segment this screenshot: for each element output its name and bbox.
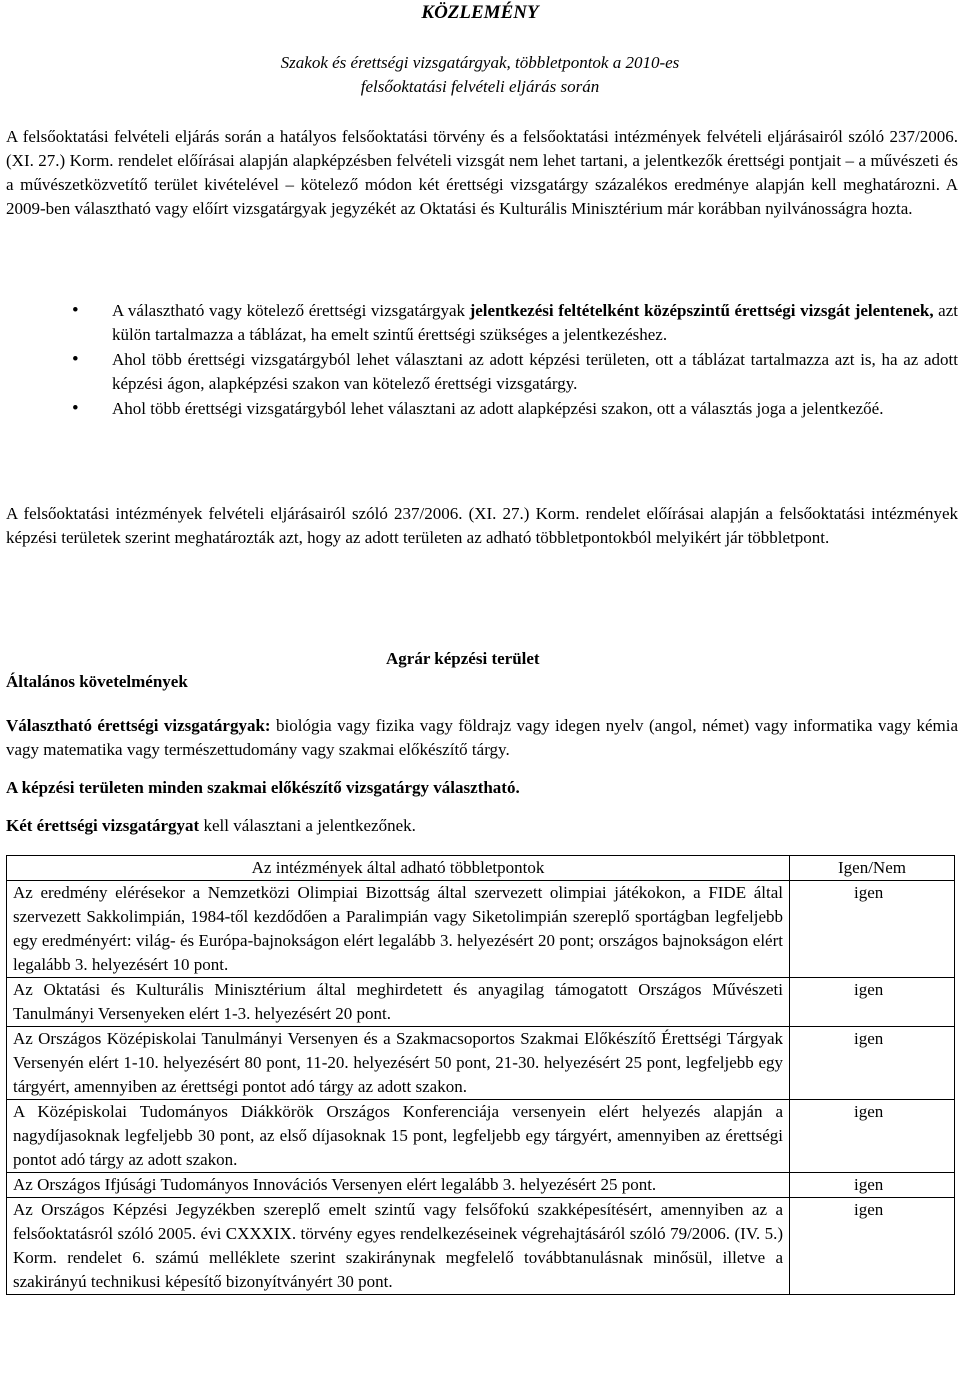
electives-text: biológia vagy fizika vagy földrajz vagy idegen nyelv (angol, német) vagy informatika vagy kémia vagy matematika vagy természettudomány vagy szakmai előkészítő tárgy. [6,716,958,759]
row-value: igen [790,1100,955,1173]
table-row [7,978,955,1027]
two-subjects-rest: kell választani a jelentkezőnek. [199,816,416,835]
row-value: igen [790,978,955,1027]
bonus-intro-paragraph: A felsőoktatási intézmények felvételi eljárásairól szóló 237/2006. (XI. 27.) Korm. rendelet előírásai alapján a felsőoktatási intézmények képzési területek szerint meghatározták azt, hogy az adott területen az adható többletpontokból melyikért jár többletpont. [6,504,958,547]
subtitle-line-1: Szakok és érettségi vizsgatárgyak, többletpontok a 2010-es [280,53,680,72]
table-header-row [7,856,955,881]
two-subjects-bold: Két érettségi vizsgatárgyat [6,816,200,835]
two-subjects-note [6,814,958,838]
table-row [7,1173,955,1198]
row-value: igen [790,1027,955,1100]
table-row [7,1100,955,1173]
bullet-list [72,299,958,422]
table-row [7,881,955,978]
electives-label: Választható érettségi vizsgatárgyak: [6,716,271,735]
electives-paragraph [6,714,958,762]
row-description: A Középiskolai Tudományos Diákkörök Országos Konferenciája versenyein elért helyezés alapján a nagydíjasoknak legfeljebb 30 pont, az első díjasoknak 15 pont, legfeljebb egy tárgyért, amennyiben az érettségi pontot adó tárgy az adott szakon. [7,1100,790,1173]
row-description: Az Országos Középiskolai Tanulmányi Versenyen és a Szakmacsoportos Szakmai Előkészítő Érettségi Tárgyak Versenyén elért 1-10. helyezésért 80 pont, 11-20. helyezésért 50 pont, 21-30. helyezésért 25 pont, legfeljebb egy tárgyért, amennyiben az érettségi pontot adó tárgy az adott szakon. [7,1027,790,1100]
table-header-left: Az intézmények által adható többletpontok [7,856,790,881]
bullet-1-bold: jelentkezési feltételként középszintű érettségi vizsgát jelentenek, [469,301,934,320]
subtitle-line-2: felsőoktatási felvételi eljárás során [360,77,600,96]
bonus-points-table [6,855,955,1295]
bullet-item-2: • Ahol több érettségi vizsgatárgyból lehet választani az adott képzési területen, ott a táblázat tartalmazza azt is, ha az adott képzési ágon, alapképzési szakon van kötelező érettségi vizsgatárgy. [72,348,958,396]
table-header-right: Igen/Nem [790,856,955,881]
vocational-note: A képzési területen minden szakmai előkészítő vizsgatárgy választható. [6,778,520,797]
bullet-1-text-b: azt külön tartalmazza a táblázat, ha emelt szintű érettségi szükséges a jelentkezéshez. [112,301,958,344]
intro-paragraph: A felsőoktatási felvételi eljárás során a hatályos felsőoktatási törvény és a felsőoktatási intézmények felvételi eljárásairól szóló 237/2006. (XI. 27.) Korm. rendelet előírásai alapján alapképzésben felvételi vizsgát nem lehet tartani, a jelentkezők érettségi pontjait – a művészeti és a művészetközvetítő terület kivételével – kötelező módon két érettségi vizsgatárgy százalékos eredménye alapján kell meghatározni. A 2009-ben választható vagy előírt vizsgatárgyak jegyzékét az Oktatási és Kulturális Minisztérium már korábban nyilvánosságra hozta. [6,127,958,218]
row-value: igen [790,881,955,978]
area-heading: Agrár képzési terület [386,649,540,668]
bullet-item-3: • Ahol több érettségi vizsgatárgyból lehet választani az adott alapképzési szakon, ott a választás joga a jelentkezőé. [72,397,958,421]
row-description: Az eredmény elérésekor a Nemzetközi Olimpiai Bizottság által szervezett olimpiai játékokon, a FIDE által szervezett Sakkolimpián, 1984-től kezdődően a Paralimpián vagy Siketolimpián szereplő sportágban legfeljebb egy eredményért: világ- és Európa-bajnokságon elért legalább 3. helyezésért 20 pont; országos bajnokságon elért legalább 3. helyezésért 10 pont. [7,881,790,978]
row-description: Az Országos Ifjúsági Tudományos Innovációs Versenyen elért legalább 3. helyezésért 25 pont. [7,1173,790,1198]
bullet-1-text-a: A választható vagy kötelező érettségi vizsgatárgyak [112,301,470,320]
row-value: igen [790,1173,955,1198]
table-row [7,1198,955,1295]
row-value: igen [790,1198,955,1295]
table-row [7,1027,955,1100]
row-description: Az Országos Képzési Jegyzékben szereplő emelt szintű vagy felsőfokú szakképesítésért, amennyiben az a felsőoktatásról szóló 2005. évi CXXXIX. törvény egyes rendelkezéseinek végrehajtásáról szóló 79/2006. (IV. 5.) Korm. rendelet 6. számú melléklete szerint szakiránynak megfelelő továbbtanulásnak minősül, illetve a szakirányú technikusi képesítő bizonyítványért 30 pont. [7,1198,790,1295]
general-heading: Általános követelmények [6,672,188,691]
row-description: Az Oktatási és Kulturális Minisztérium által meghirdetett és anyagilag támogatott Országos Művészeti Tanulmányi Versenyeken elért 1-3. helyezésért 20 pont. [7,978,790,1027]
document-subtitle [0,51,960,99]
document-title: KÖZLEMÉNY [421,2,539,23]
bullet-item-1 [72,299,958,347]
